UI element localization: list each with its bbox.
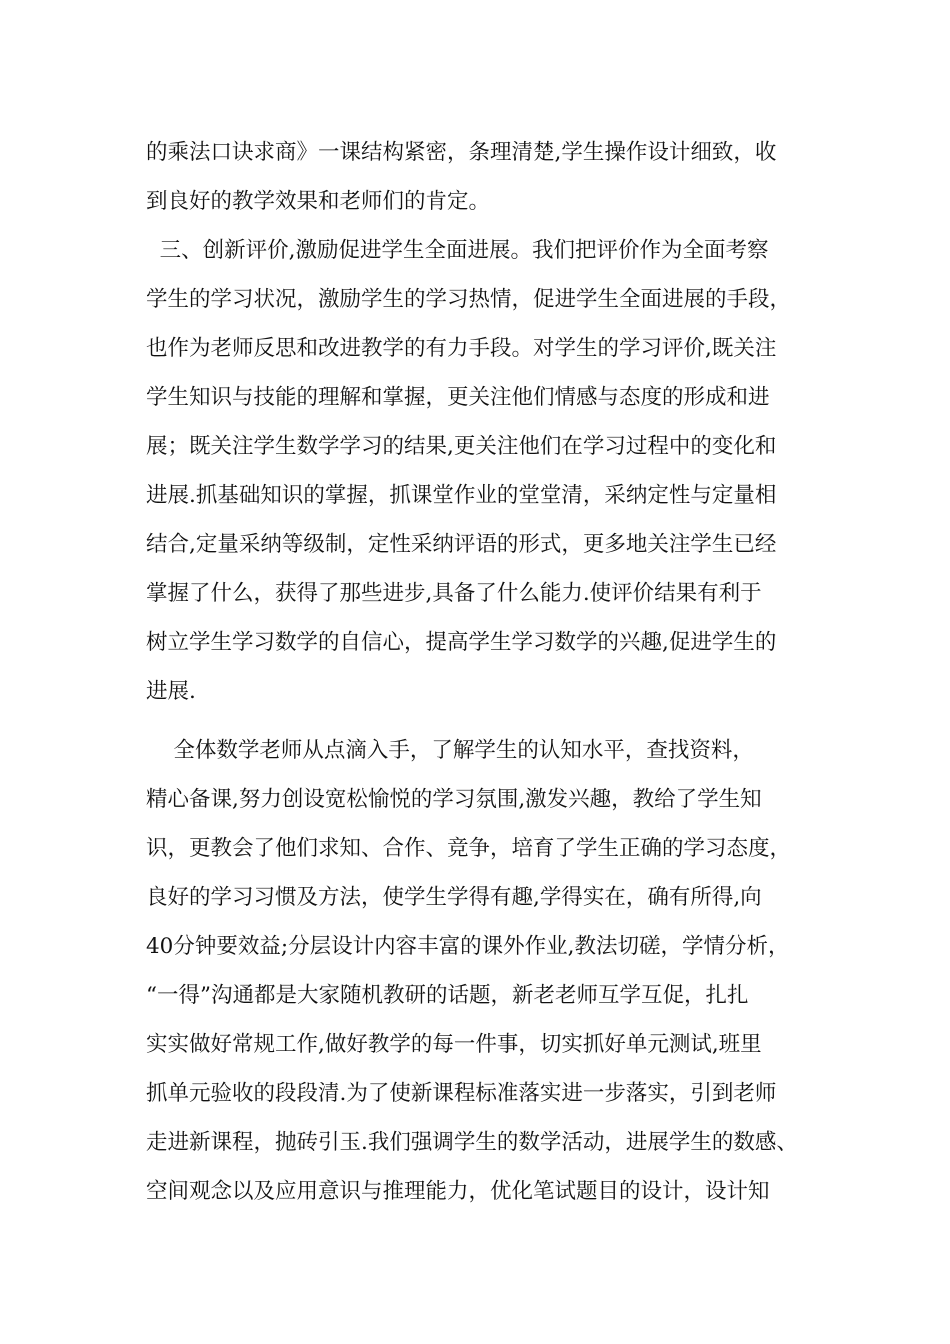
- text-line: 进展.: [146, 679, 196, 704]
- text-line: 实实做好常规工作,做好教学的每一件事，切实抓好单元测试,班里: [146, 1032, 762, 1057]
- text-line: 识，更教会了他们求知、合作、竞争，培育了学生正确的学习态度，: [146, 836, 792, 861]
- paragraph-gap: [146, 716, 826, 726]
- text-line: 学生知识与技能的理解和掌握，更关注他们情感与态度的形成和进: [146, 385, 770, 410]
- text-line: 展；既关注学生数学学习的结果,更关注他们在学习过程中的变化和: [146, 434, 777, 459]
- text-line: 结合,定量采纳等级制，定性采纳评语的形式，更多地关注学生已经: [146, 532, 777, 557]
- text-line: 良好的学习习惯及方法，使学生学得有趣,学得实在，确有所得,向: [146, 885, 762, 910]
- text-line: “一得”沟通都是大家随机教研的话题，新老老师互学互促，扎扎: [146, 983, 749, 1008]
- paragraph-3: [146, 726, 826, 1216]
- text-line: 走进新课程，抛砖引玉.我们强调学生的数学活动，进展学生的数感、: [146, 1130, 798, 1155]
- text-line: 精心备课,努力创设宽松愉悦的学习氛围,激发兴趣，教给了学生知: [146, 787, 762, 812]
- text-line: 三、创新评价,激励促进学生全面进展。我们把评价作为全面考察: [146, 238, 769, 263]
- text-line: 抓单元验收的段段清.为了使新课程标准落实进一步落实，引到老师: [146, 1081, 777, 1106]
- paragraph-1: [146, 128, 826, 226]
- text-line: 树立学生学习数学的自信心，提高学生学习数学的兴趣,促进学生的: [146, 630, 777, 655]
- text-line: 学生的学习状况，激励学生的学习热情，促进学生全面进展的手段，: [146, 287, 792, 312]
- text-line: 掌握了什么，获得了那些进步,具备了什么能力.使评价结果有利于: [146, 581, 762, 606]
- text-line: 空间观念以及应用意识与推理能力，优化笔试题目的设计，设计知: [146, 1179, 770, 1204]
- document-body: [146, 128, 826, 1216]
- text-line: 进展.抓基础知识的掌握，抓课堂作业的堂堂清，采纳定性与定量相: [146, 483, 777, 508]
- paragraph-2: [146, 226, 826, 716]
- text-line: 也作为老师反思和改进教学的有力手段。对学生的学习评价,既关注: [146, 336, 777, 361]
- text-line: 全体数学老师从点滴入手，了解学生的认知水平，查找资料，: [146, 738, 754, 763]
- text-line: 到良好的教学效果和老师们的肯定。: [146, 189, 491, 214]
- text-line: 的乘法口诀求商》一课结构紧密，条理清楚,学生操作设计细致，收: [146, 140, 777, 165]
- text-line: 40分钟要效益;分层设计内容丰富的课外作业,教法切磋，学情分析，: [146, 934, 790, 959]
